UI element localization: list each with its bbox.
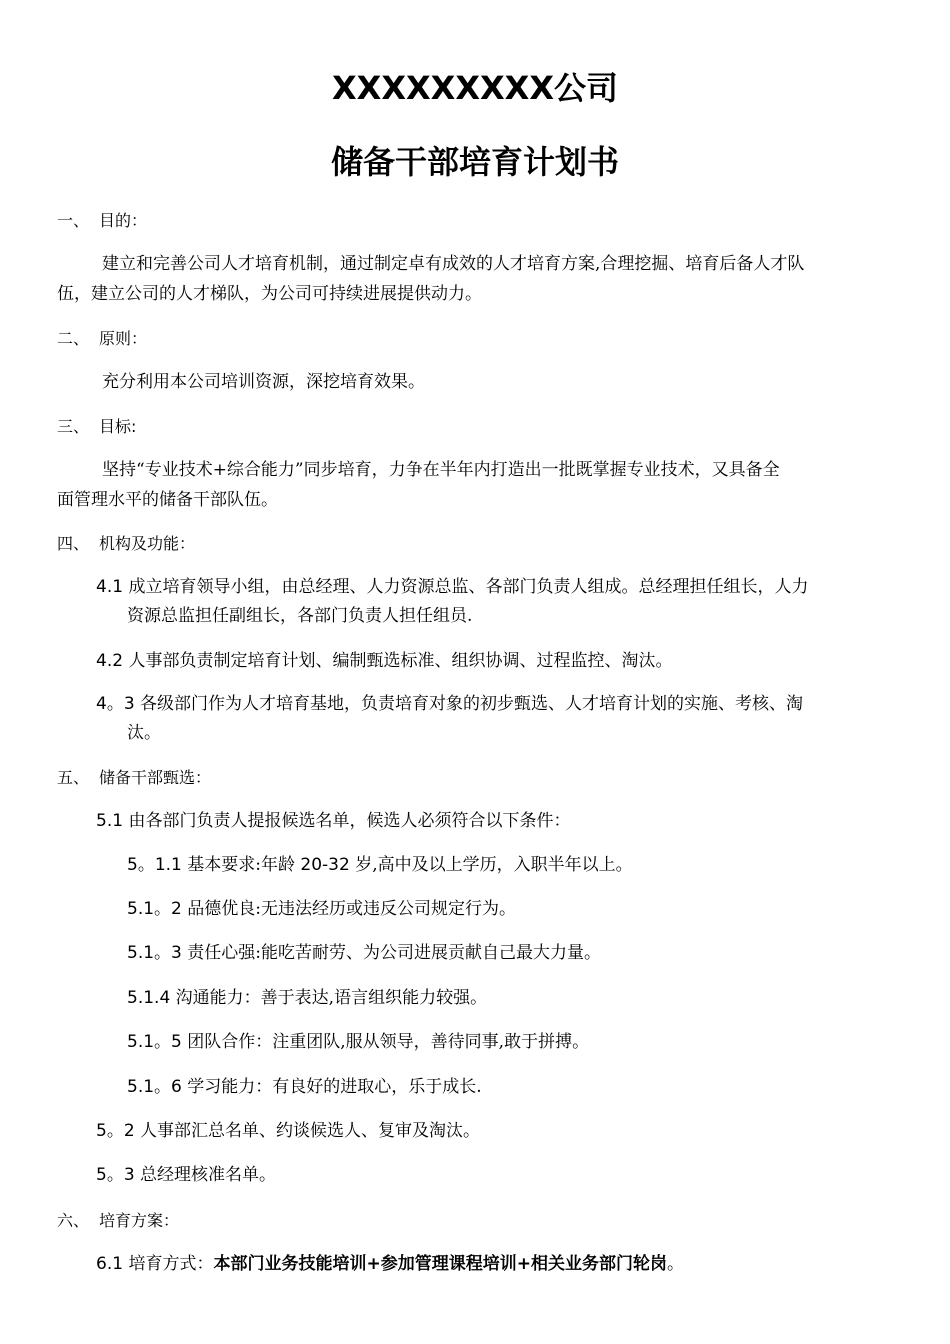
item-text: 沟通能力：善于表达,语言组织能力较强。 <box>175 988 488 1008</box>
list-item <box>96 1164 276 1186</box>
item-continuation: 资源总监担任副组长，各部门负责人担任组员. <box>127 606 473 626</box>
item-continuation: 汰。 <box>127 723 161 743</box>
item-text: 学习能力：有良好的进取心，乐于成长. <box>187 1077 482 1097</box>
section-number: 二、 <box>57 329 90 348</box>
list-item <box>96 650 672 672</box>
paragraph-line: 面管理水平的储备干部队伍。 <box>57 490 278 510</box>
item-text: 人事部汇总名单、约谈候选人、复审及淘汰。 <box>140 1121 481 1141</box>
section-label: 目标: <box>99 417 137 436</box>
item-number: 4.2 <box>96 651 129 671</box>
item-text: 各级部门作为人才培育基地，负责培育对象的初步甄选、人才培育计划的实施、考核、淘 <box>140 694 804 714</box>
item-number: 5.1。5 <box>127 1032 188 1052</box>
paragraph-line: 坚持“专业技术+综合能力”同步培育，力争在半年内打造出一批既掌握专业技术，又具备全 <box>102 460 780 480</box>
sub-item <box>127 854 633 876</box>
section-label: 原则： <box>99 329 148 348</box>
section-number: 一、 <box>57 211 90 230</box>
section-heading-organization <box>57 533 195 555</box>
company-title: XXXXXXXXX公司 <box>331 69 619 107</box>
item-number: 5。1.1 <box>127 855 188 875</box>
section-heading-goal <box>57 416 136 438</box>
item-number: 5.1。6 <box>127 1077 188 1097</box>
list-item <box>96 576 808 598</box>
item-text: 基本要求:年龄 <box>187 855 301 875</box>
item-text: 品德优良:无违法经历或违反公司规定行为。 <box>187 899 516 919</box>
paragraph-line: 伍，建立公司的人才梯队，为公司可持续进展提供动力。 <box>57 284 482 304</box>
section-number: 六、 <box>57 1211 90 1230</box>
item-number: 5.1.4 <box>127 988 176 1008</box>
sub-item <box>127 987 487 1009</box>
item-text: 培育方式： <box>128 1254 214 1274</box>
sub-item <box>127 1031 589 1053</box>
item-text: 责任心强:能吃苦耐劳、为公司进展贡献自己最大力量。 <box>187 943 601 963</box>
section-heading-purpose <box>57 210 147 232</box>
list-item <box>96 1120 480 1142</box>
section-label: 目的： <box>99 211 148 230</box>
item-text: 人事部负责制定培育计划、编制甄选标准、组织协调、过程监控、淘汰。 <box>128 651 673 671</box>
section-label: 培育方案： <box>99 1211 180 1230</box>
section-number: 五、 <box>57 768 90 787</box>
list-item <box>96 693 803 715</box>
item-text: 。 <box>666 1254 684 1274</box>
item-number: 4.1 <box>96 577 129 597</box>
item-text: 团队合作：注重团队,服从领导，善待同事,敢于拼搏。 <box>187 1032 590 1052</box>
section-label: 储备干部甄选： <box>99 768 212 787</box>
item-number: 5.1。3 <box>127 943 188 963</box>
section-number: 四、 <box>57 534 90 553</box>
sub-item <box>127 898 516 920</box>
paragraph-line: 充分利用本公司培训资源，深挖培育效果。 <box>102 372 425 392</box>
item-text: 岁,高中及以上学历，入职半年以上。 <box>349 855 633 875</box>
sub-item <box>127 1076 482 1098</box>
document-title: 储备干部培育计划书 <box>330 143 619 181</box>
list-item <box>96 1253 684 1275</box>
item-number: 6.1 <box>96 1254 129 1274</box>
section-heading-selection <box>57 767 211 789</box>
item-text: 成立培育领导小组，由总经理、人力资源总监、各部门负责人组成。总经理担任组长，人力 <box>128 577 809 597</box>
item-number: 4。3 <box>96 694 141 714</box>
item-text: 总经理核准名单。 <box>140 1165 277 1185</box>
list-item <box>96 810 570 832</box>
item-number: 5.1。2 <box>127 899 188 919</box>
section-label: 机构及功能： <box>99 534 196 553</box>
item-text: 由各部门负责人提报候选名单，候选人必须符合以下条件： <box>128 811 571 831</box>
item-number: 5。2 <box>96 1121 141 1141</box>
section-number: 三、 <box>57 417 90 436</box>
section-heading-principle <box>57 328 147 350</box>
sub-item <box>127 942 601 964</box>
item-number: 5.1 <box>96 811 129 831</box>
item-number: 5。3 <box>96 1165 141 1185</box>
age-range: 20-32 <box>300 855 350 875</box>
paragraph-line: 建立和完善公司人才培育机制，通过制定卓有成效的人才培育方案,合理挖掘、培育后备人才队 <box>102 254 805 274</box>
section-heading-training-plan <box>57 1210 179 1232</box>
training-method: 本部门业务技能培训+参加管理课程培训+相关业务部门轮岗 <box>213 1254 667 1274</box>
